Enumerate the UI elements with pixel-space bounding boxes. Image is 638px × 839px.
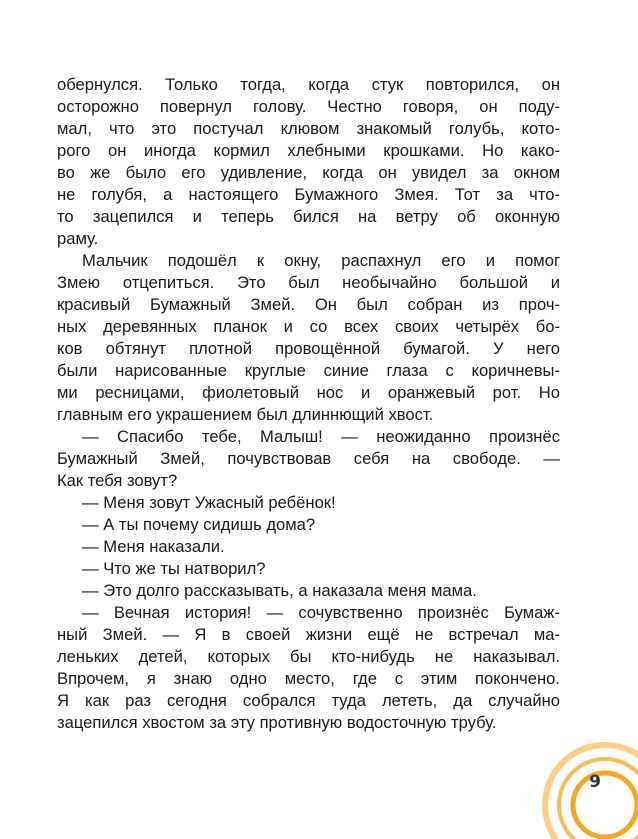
middle-arc xyxy=(559,759,638,839)
body-text xyxy=(57,74,560,734)
text-line: — Это долго рассказывать, а наказала меня мама. xyxy=(82,581,477,600)
text-line: — Что же ты натворил? xyxy=(82,559,266,578)
text-line: обернулся. Только тогда, когда стук повторился, он xyxy=(57,75,560,94)
text-line: во же было его удивление, когда он увидел за окном xyxy=(57,163,560,182)
text-line: ков обтянут плотной провощённой бумагой. У него xyxy=(57,339,560,358)
text-line: не голубя, а настоящего Бумажного Змея. Тот за что- xyxy=(57,185,560,204)
text-line: мал, что это постучал клювом знакомый голубь, кото- xyxy=(57,119,560,138)
text-line: Бумажный Змей, почувствовав себя на свободе. — xyxy=(57,449,560,468)
text-line: Змею отцепиться. Это был необычайно большой и xyxy=(57,273,560,292)
text-line: — Спасибо тебе, Малыш! — неожиданно произнёс xyxy=(82,427,560,446)
text-line: — Меня наказали. xyxy=(82,537,225,556)
text-line: были нарисованные круглые синие глаза с коричневы- xyxy=(57,361,560,380)
outer-arc xyxy=(545,745,638,839)
text-line: Я как раз сегодня собрался туда лететь, да случайно xyxy=(57,691,560,710)
text-line: раму. xyxy=(57,229,99,248)
text-line: — А ты почему сидишь дома? xyxy=(82,515,316,534)
text-line: Как тебя зовут? xyxy=(57,471,178,490)
text-line: ный Змей. — Я в своей жизни ещё не встречал ма- xyxy=(57,625,560,644)
text-line: — Вечная история! — сочувственно произнёс Бумаж- xyxy=(82,603,560,622)
text-line: осторожно повернул голову. Честно говоря, он поду- xyxy=(57,97,560,116)
inner-arc xyxy=(573,773,637,837)
text-line: главным его украшением был длиннющий хвост. xyxy=(57,405,434,424)
text-line: ных деревянных планок и со всех своих четырёх бо- xyxy=(57,317,560,336)
text-line: зацепился хвостом за эту противную водосточную трубу. xyxy=(57,713,497,732)
text-line: Впрочем, я знаю одно место, где с этим покончено. xyxy=(57,669,560,688)
text-line: то зацепился и теперь бился на ветру об оконную xyxy=(57,207,560,226)
page-number: 9 xyxy=(589,772,601,792)
text-line: рого он иногда кормил хлебными крошками. Но како- xyxy=(57,141,560,160)
text-line: ми ресницами, фиолетовый нос и оранжевый рот. Но xyxy=(57,383,560,402)
text-line: Мальчик подошёл к окну, распахнул его и помог xyxy=(82,251,560,270)
text-line: леньких детей, которых бы кто-нибудь не наказывал. xyxy=(57,647,560,666)
text-line: красивый Бумажный Змей. Он был собран из проч- xyxy=(57,295,560,314)
text-line: — Меня зовут Ужасный ребёнок! xyxy=(82,493,336,512)
